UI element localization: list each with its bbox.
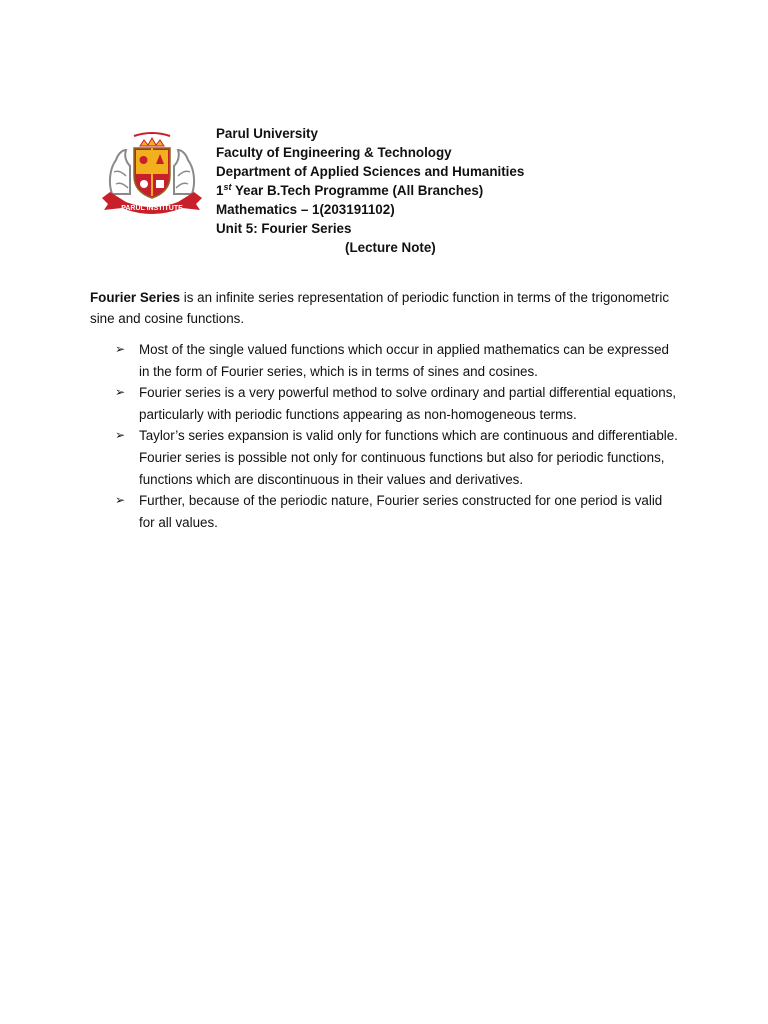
bullet-text: Taylor’s series expansion is valid only for functions which are continuous and differentiable. Fourier series is possible not only for continuous functions but also for periodic functions, functions which are discontinuous in their values and derivatives. [139, 428, 678, 487]
bullet-item [90, 425, 680, 490]
university-logo [100, 132, 204, 216]
year-number: 1 [216, 183, 224, 198]
bullet-text: Further, because of the periodic nature, Fourier series constructed for one period is valid for all values. [139, 493, 663, 530]
bullet-text: Fourier series is a very powerful method to solve ordinary and partial differential equations, particularly with periodic functions appearing as non-homogeneous terms. [139, 385, 677, 422]
intro-paragraph [90, 287, 680, 329]
programme-line [216, 181, 696, 200]
university-name: Parul University [216, 126, 318, 141]
university-crest-icon [100, 132, 204, 216]
bullet-item [90, 339, 680, 382]
arrow-bullet-icon: ➢ [115, 493, 126, 508]
bullet-list [90, 339, 680, 533]
arrow-bullet-icon: ➢ [115, 385, 126, 400]
course-name: Mathematics – 1(203191102) [216, 202, 395, 217]
lecture-note-label: (Lecture Note) [345, 240, 436, 255]
document-header [100, 124, 700, 264]
arrow-bullet-icon: ➢ [115, 428, 126, 443]
intro-text: is an infinite series representation of periodic function in terms of the trigonometric sine and cosine functions. [90, 290, 670, 326]
year-suffix: st [223, 182, 232, 192]
faculty-name: Faculty of Engineering & Technology [216, 145, 452, 160]
logo-ribbon-text: PARUL INSTITUTE [121, 205, 183, 212]
department-name: Department of Applied Sciences and Humanities [216, 164, 525, 179]
bullet-item [90, 490, 680, 533]
arrow-bullet-icon: ➢ [115, 342, 126, 356]
programme-name: Year B.Tech Programme (All Branches) [231, 183, 484, 198]
intro-term: Fourier Series [90, 290, 181, 305]
header-text-block [216, 124, 696, 257]
bullet-text: Most of the single valued functions which occur in applied mathematics can be expressed in the form of Fourier series, which is in terms of sines and cosines. [139, 342, 669, 379]
bullet-item [90, 382, 680, 425]
unit-title: Unit 5: Fourier Series [216, 221, 352, 236]
